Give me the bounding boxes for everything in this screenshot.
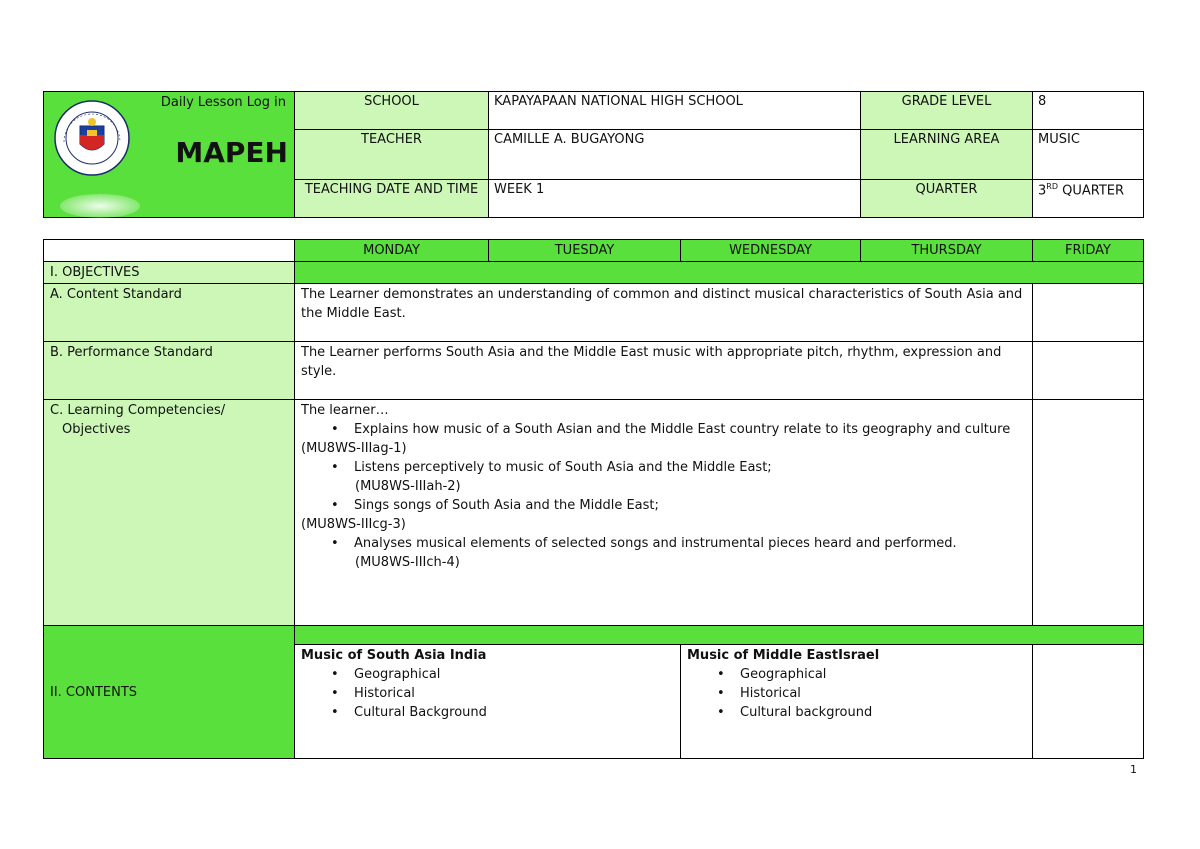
content-standard-friday [1033, 284, 1144, 342]
competency-list-2 [301, 458, 1026, 477]
lesson-table [43, 239, 1144, 759]
contents-heading: II. CONTENTS [44, 626, 295, 759]
date-label: TEACHING DATE AND TIME [295, 180, 489, 218]
date-value: WEEK 1 [489, 180, 861, 218]
quarter-value [1033, 180, 1144, 218]
competency-list-4 [301, 534, 1026, 553]
competency-item: • Listens perceptively to music of South Asia and the Middle East; [354, 458, 1026, 477]
competencies-friday [1033, 400, 1144, 626]
contents-left-title: Music of South Asia India [301, 648, 487, 663]
content-standard-label: A. Content Standard [44, 284, 295, 342]
log-title: Daily Lesson Log in [160, 95, 286, 110]
competency-intro: The learner… [301, 403, 389, 418]
performance-standard-friday [1033, 342, 1144, 400]
contents-left [295, 645, 681, 759]
competencies-text [295, 400, 1033, 626]
quarter-suffix: RD [1046, 182, 1058, 191]
school-label: SCHOOL [295, 92, 489, 130]
list-item: • Historical [740, 684, 1026, 703]
content-standard-text: The Learner demonstrates an understanding of common and distinct musical characteristics of South Asia and the Middle East. [295, 284, 1033, 342]
day-tuesday: TUESDAY [489, 240, 681, 262]
competency-code: (MU8WS-IIIcg-3) [301, 517, 406, 532]
header-table [43, 91, 1144, 218]
list-item: • Geographical [354, 665, 674, 684]
school-value: KAPAYAPAAN NATIONAL HIGH SCHOOL [489, 92, 861, 130]
teacher-label: TEACHER [295, 130, 489, 180]
day-monday: MONDAY [295, 240, 489, 262]
corner-cell [44, 240, 295, 262]
quarter-label: QUARTER [861, 180, 1033, 218]
quarter-word: QUARTER [1058, 183, 1125, 199]
competencies-label [44, 400, 295, 626]
contents-right-list [687, 665, 1026, 722]
grade-value: 8 [1033, 92, 1144, 130]
subject-title: MAPEH [175, 136, 288, 169]
page-number: 1 [1130, 763, 1137, 776]
competencies-label-line2: Objectives [62, 422, 131, 437]
competency-list-3 [301, 496, 1026, 515]
objectives-band [295, 262, 1144, 284]
day-friday: FRIDAY [1033, 240, 1144, 262]
contents-right [681, 645, 1033, 759]
competency-code: (MU8WS-IIIag-1) [301, 441, 407, 456]
teacher-value: CAMILLE A. BUGAYONG [489, 130, 861, 180]
competencies-label-line1: C. Learning Competencies/ [50, 403, 226, 418]
contents-left-list [301, 665, 674, 722]
list-item: • Cultural Background [354, 703, 674, 722]
logo-cell [44, 92, 295, 218]
competency-item: • Sings songs of South Asia and the Middle East; [354, 496, 1026, 515]
deped-seal-icon [54, 100, 130, 176]
competency-item: • Analyses musical elements of selected songs and instrumental pieces heard and performed. [354, 534, 1026, 553]
area-label: LEARNING AREA [861, 130, 1033, 180]
day-wednesday: WEDNESDAY [681, 240, 861, 262]
competency-code: (MU8WS-IIIah-2) [355, 479, 461, 494]
performance-standard-label: B. Performance Standard [44, 342, 295, 400]
seal-shadow [60, 194, 140, 218]
contents-friday [1033, 645, 1144, 759]
competency-item: • Explains how music of a South Asian and the Middle East country relate to its geography and culture [354, 420, 1026, 439]
day-thursday: THURSDAY [861, 240, 1033, 262]
area-value: MUSIC [1033, 130, 1144, 180]
list-item: • Cultural background [740, 703, 1026, 722]
competency-code: (MU8WS-IIIch-4) [355, 555, 460, 570]
list-item: • Historical [354, 684, 674, 703]
grade-label: GRADE LEVEL [861, 92, 1033, 130]
performance-standard-text: The Learner performs South Asia and the Middle East music with appropriate pitch, rhythm, expression and style. [295, 342, 1033, 400]
quarter-number: 3 [1038, 183, 1047, 199]
contents-band [295, 626, 1144, 645]
competency-list-1 [301, 420, 1026, 439]
objectives-heading: I. OBJECTIVES [44, 262, 295, 284]
contents-right-title: Music of Middle EastIsrael [687, 648, 880, 663]
list-item: • Geographical [740, 665, 1026, 684]
